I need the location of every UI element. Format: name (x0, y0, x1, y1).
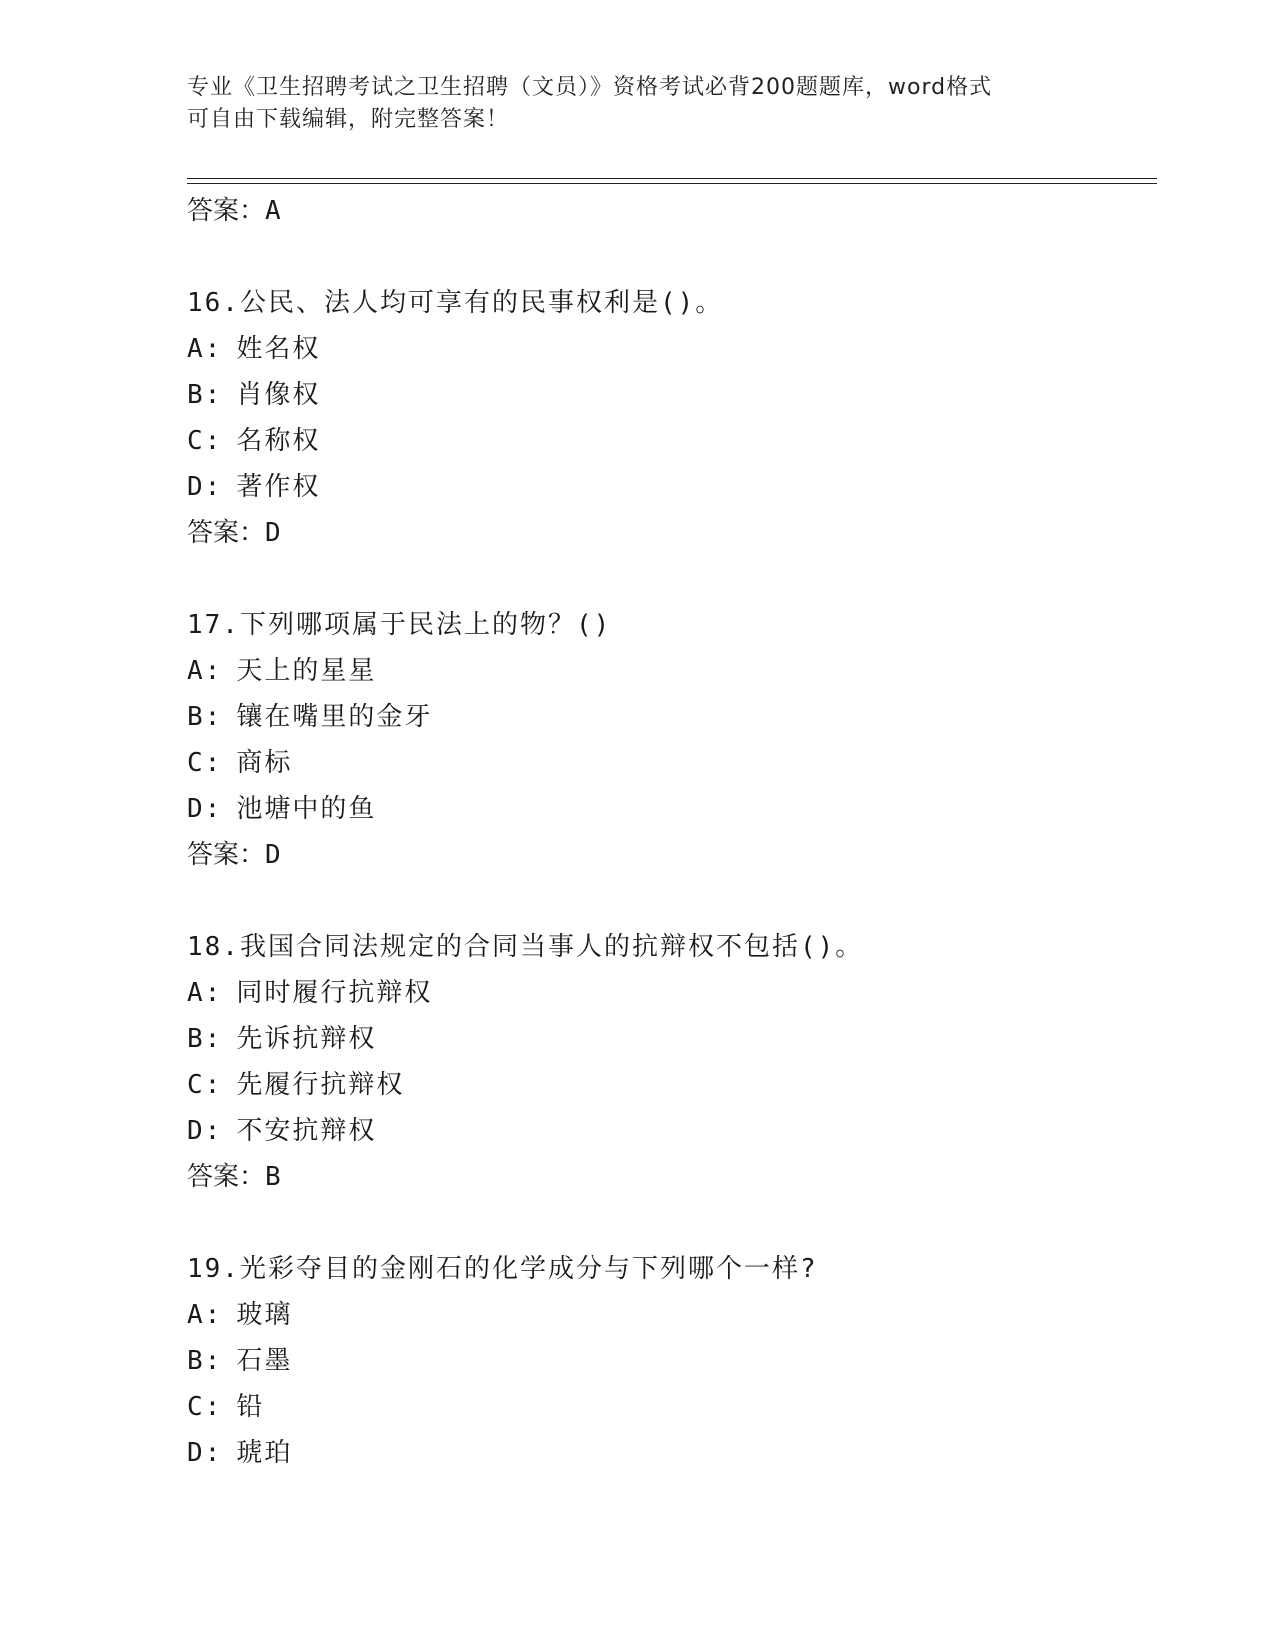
question-16-option-b (187, 372, 1157, 418)
option-text: 玻璃 (236, 1300, 293, 1330)
header-line-1: 专业《卫生招聘考试之卫生招聘（文员）》资格考试必背200题题库，word格式 (187, 75, 993, 100)
question-19-option-b (187, 1338, 1157, 1384)
option-key: C: (187, 748, 223, 778)
question-16-option-d (187, 464, 1157, 510)
option-key: B: (187, 702, 223, 732)
header-divider-top (187, 178, 1157, 179)
option-key: B: (187, 1024, 223, 1054)
question-19-option-d (187, 1430, 1157, 1476)
question-18-answer (187, 1154, 1157, 1200)
question-17-stem: 17.下列哪项属于民法上的物？() (187, 610, 612, 640)
option-text: 天上的星星 (236, 656, 377, 686)
option-text: 著作权 (236, 472, 321, 502)
question-17-option-a (187, 648, 1157, 694)
option-key: C: (187, 426, 223, 456)
question-17-option-d (187, 786, 1157, 832)
answer-value: B (265, 1162, 281, 1192)
answer-label: 答案： (187, 196, 266, 226)
question-17-answer (187, 832, 1157, 878)
question-18-option-b (187, 1016, 1157, 1062)
question-18-stem: 18.我国合同法规定的合同当事人的抗辩权不包括()。 (187, 932, 864, 962)
option-key: A: (187, 334, 223, 364)
question-list (187, 188, 1157, 1476)
option-text: 石墨 (236, 1346, 293, 1376)
header-divider-bottom (187, 183, 1157, 184)
question-19-option-a (187, 1292, 1157, 1338)
option-text: 镶在嘴里的金牙 (236, 702, 433, 732)
option-key: B: (187, 380, 223, 410)
option-key: D: (187, 472, 223, 502)
option-text: 琥珀 (236, 1438, 293, 1468)
option-text: 姓名权 (236, 334, 321, 364)
question-16-answer (187, 510, 1157, 556)
answer-label: 答案： (187, 1162, 266, 1192)
question-18-option-c (187, 1062, 1157, 1108)
option-key: D: (187, 794, 223, 824)
option-key: C: (187, 1392, 223, 1422)
header-line-2: 可自由下载编辑，附完整答案！ (187, 107, 510, 132)
option-key: D: (187, 1116, 223, 1146)
option-text: 名称权 (236, 426, 321, 456)
option-key: A: (187, 978, 223, 1008)
answer-label: 答案： (187, 518, 266, 548)
option-text: 铅 (236, 1392, 265, 1422)
question-16-option-c (187, 418, 1157, 464)
question-19-option-c (187, 1384, 1157, 1430)
spacer (187, 1200, 1157, 1246)
option-key: D: (187, 1438, 223, 1468)
spacer (187, 234, 1157, 280)
option-text: 先诉抗辩权 (236, 1024, 377, 1054)
answer-line-prev (187, 188, 1157, 234)
document-header (187, 72, 1087, 136)
answer-value: A (265, 196, 281, 226)
question-17-option-b (187, 694, 1157, 740)
option-text: 不安抗辩权 (236, 1116, 377, 1146)
question-18-option-a (187, 970, 1157, 1016)
spacer (187, 878, 1157, 924)
option-text: 池塘中的鱼 (236, 794, 377, 824)
option-key: A: (187, 1300, 223, 1330)
option-key: B: (187, 1346, 223, 1376)
option-text: 肖像权 (236, 380, 321, 410)
answer-label: 答案： (187, 840, 266, 870)
question-17-option-c (187, 740, 1157, 786)
option-text: 同时履行抗辩权 (236, 978, 433, 1008)
option-text: 商标 (236, 748, 293, 778)
option-key: A: (187, 656, 223, 686)
question-19-stem: 19.光彩夺目的金刚石的化学成分与下列哪个一样? (187, 1254, 818, 1284)
option-key: C: (187, 1070, 223, 1100)
question-16-option-a (187, 326, 1157, 372)
question-18-option-d (187, 1108, 1157, 1154)
answer-value: D (265, 518, 281, 548)
answer-value: D (265, 840, 281, 870)
question-16-stem: 16.公民、法人均可享有的民事权利是()。 (187, 288, 724, 318)
spacer (187, 556, 1157, 602)
option-text: 先履行抗辩权 (236, 1070, 405, 1100)
